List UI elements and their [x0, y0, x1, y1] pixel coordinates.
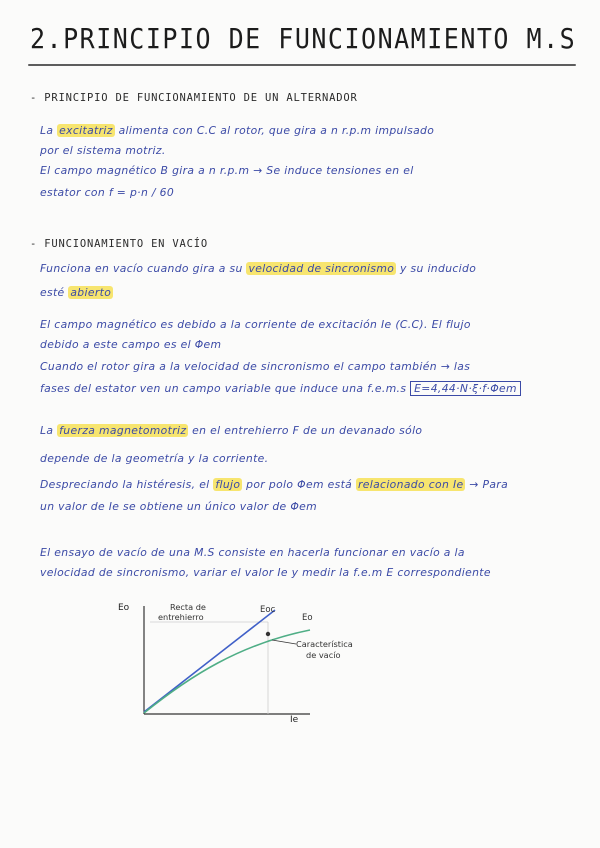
- text-line: [40, 124, 434, 137]
- text-fragment: → Para: [469, 478, 509, 491]
- text-fragment: Despreciando la histéresis, el: [40, 478, 210, 491]
- text-fragment: fases del estator ven un campo variable que induce una f.e.m.s: [40, 382, 407, 395]
- y-axis-label: Eo: [118, 603, 130, 613]
- text-line: [40, 262, 476, 275]
- text-line: [40, 382, 521, 395]
- text-line: El campo magnético B gira a n r.p.m → Se induce tensiones en el: [40, 164, 414, 177]
- formula-box: E=4,44·N·ξ·f·Φem: [410, 381, 521, 396]
- text-line: velocidad de sincronismo, variar el valor Ie y medir la f.e.m E correspondiente: [40, 566, 491, 579]
- highlight-velocidad-sincronismo: velocidad de sincronismo: [248, 262, 395, 275]
- highlight-fuerza-magnetomotriz: fuerza magnetomotriz: [59, 424, 187, 437]
- text-line: [40, 424, 422, 437]
- text-fragment: esté: [40, 286, 65, 299]
- title-underline: [28, 64, 576, 66]
- text-line: un valor de Ie se obtiene un único valor de Φem: [40, 500, 318, 513]
- text-line: El campo magnético es debido a la corriente de excitación Ie (C.C). El flujo: [40, 318, 471, 331]
- text-fragment: por polo Φem está: [246, 478, 353, 491]
- annotation-caracteristica-line2: de vacío: [306, 650, 341, 660]
- text-line: El ensayo de vacío de una M.S consiste en hacerla funcionar en vacío a la: [40, 546, 465, 559]
- series-label-eoc: Eoc: [260, 605, 276, 615]
- series-label-eo: Eo: [302, 613, 313, 623]
- section-heading-vacio: - FUNCIONAMIENTO EN VACÍO: [30, 238, 209, 250]
- text-fragment: Funciona en vacío cuando gira a su: [40, 262, 243, 275]
- page-title: 2.PRINCIPIO DE FUNCIONAMIENTO M.S: [30, 22, 577, 55]
- annotation-recta-line2: entrehierro: [158, 612, 204, 622]
- text-line: depende de la geometría y la corriente.: [40, 452, 269, 465]
- text-line: [40, 478, 508, 491]
- x-axis-label: Ie: [290, 715, 299, 725]
- highlight-flujo: flujo: [215, 478, 241, 491]
- section-heading-alternador: - PRINCIPIO DE FUNCIONAMIENTO DE UN ALTERNADOR: [30, 92, 358, 104]
- text-fragment: La: [40, 424, 54, 437]
- highlight-relacionado: relacionado con Ie: [357, 478, 464, 491]
- highlight-abierto: abierto: [70, 286, 112, 299]
- text-fragment: en el entrehierro F de un devanado sólo: [192, 424, 423, 437]
- text-line: estator con f = p·n / 60: [40, 186, 175, 199]
- annotation-caracteristica: [296, 639, 355, 660]
- text-line: debido a este campo es el Φem: [40, 338, 222, 351]
- annotation-caracteristica-line1: Característica: [296, 639, 353, 649]
- highlight-excitatriz: excitatriz: [59, 124, 113, 137]
- annotation-recta: [158, 602, 209, 622]
- text-line: [40, 286, 113, 299]
- text-line: por el sistema motriz.: [40, 144, 166, 157]
- no-load-chart: [110, 592, 410, 727]
- series-line-eoc: [144, 610, 275, 712]
- text-line: Cuando el rotor gira a la velocidad de sincronismo el campo también → las: [40, 360, 471, 373]
- operating-point: [266, 632, 270, 636]
- annotation-recta-line1: Recta de: [170, 602, 206, 612]
- text-fragment: alimenta con C.C al rotor, que gira a n r.p.m impulsado: [114, 124, 435, 137]
- annotation-leader: [272, 640, 296, 644]
- text-fragment: y su inducido: [399, 262, 477, 275]
- text-fragment: La: [40, 124, 58, 137]
